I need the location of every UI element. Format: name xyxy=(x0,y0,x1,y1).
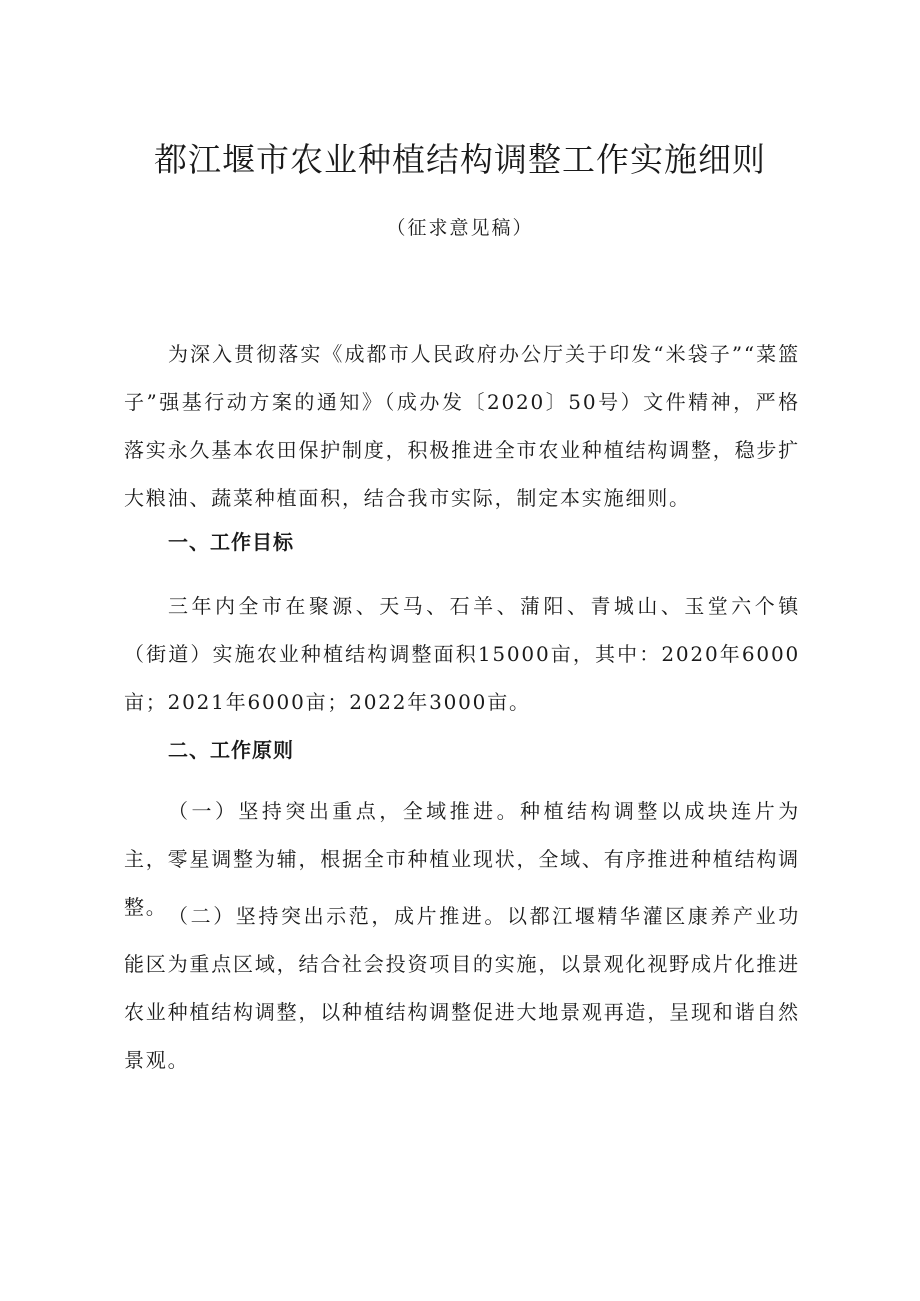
principle-paragraph-1: （一）坚持突出重点，全域推进。种植结构调整以成块连片为主，零星调整为辅，根据全市种植业现状，全域、有序推进种植结构调整。 xyxy=(124,799,800,919)
intro-paragraph: 为深入贯彻落实《成都市人民政府办公厅关于印发“米袋子”“菜篮子”强基行动方案的通知》（成办发〔2020〕50号）文件精神，严格落实永久基本农田保护制度，积极推进全市农业种植结构调整，稳步扩大粮油、蔬菜种植面积，结合我市实际，制定本实施细则。 xyxy=(124,342,800,510)
document-subtitle: （征求意见稿） xyxy=(386,217,534,239)
document-title: 都江堰市农业种植结构调整工作实施细则 xyxy=(154,140,766,179)
section-heading-principles: 二、工作原则 xyxy=(168,738,294,762)
goals-paragraph: 三年内全市在聚源、天马、石羊、蒲阳、青城山、玉堂六个镇（街道）实施农业种植结构调整面积15000亩，其中：2020年6000亩；2021年6000亩；2022年3000亩。 xyxy=(124,594,800,714)
principle-paragraph-2: （二）坚持突出示范，成片推进。以都江堰精华灌区康养产业功能区为重点区域，结合社会投资项目的实施，以景观化视野成片化推进农业种植结构调整，以种植结构调整促进大地景观再造，呈现和谐自然景观。 xyxy=(124,904,800,1072)
section-heading-goals: 一、工作目标 xyxy=(168,530,294,554)
